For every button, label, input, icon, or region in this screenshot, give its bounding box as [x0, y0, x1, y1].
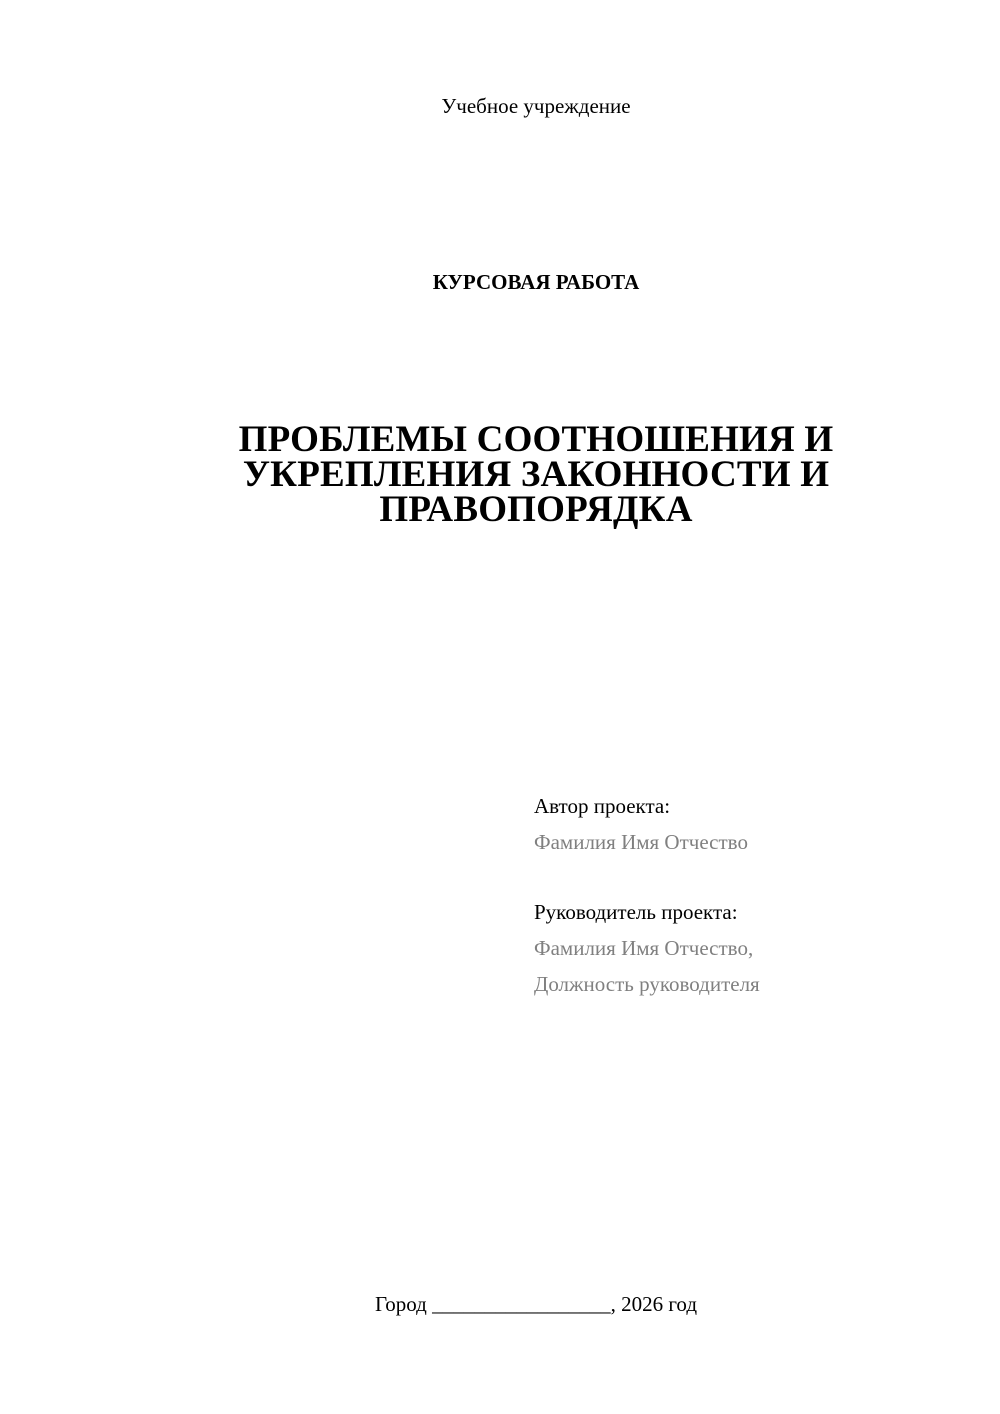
supervisor-position: Должность руководителя: [534, 972, 760, 996]
author-name: Фамилия Имя Отчество: [534, 830, 748, 854]
work-type-heading: КУРСОВАЯ РАБОТА: [432, 270, 640, 294]
document-title: [200, 419, 872, 530]
institution-name: Учебное учреждение: [441, 94, 631, 118]
supervisor-name: Фамилия Имя Отчество,: [534, 936, 754, 960]
title-line: УКРЕПЛЕНИЯ ЗАКОННОСТИ И: [242, 454, 830, 495]
city-year-line: Город _________________, 2026 год: [374, 1292, 698, 1316]
spacer: [534, 860, 974, 894]
author-label: Автор проекта:: [534, 794, 671, 818]
credits-block: [534, 788, 974, 1002]
title-line: ПРАВОПОРЯДКА: [379, 489, 693, 530]
title-line: ПРОБЛЕМЫ СООТНОШЕНИЯ И: [238, 419, 834, 460]
supervisor-label: Руководитель проекта:: [534, 900, 738, 924]
